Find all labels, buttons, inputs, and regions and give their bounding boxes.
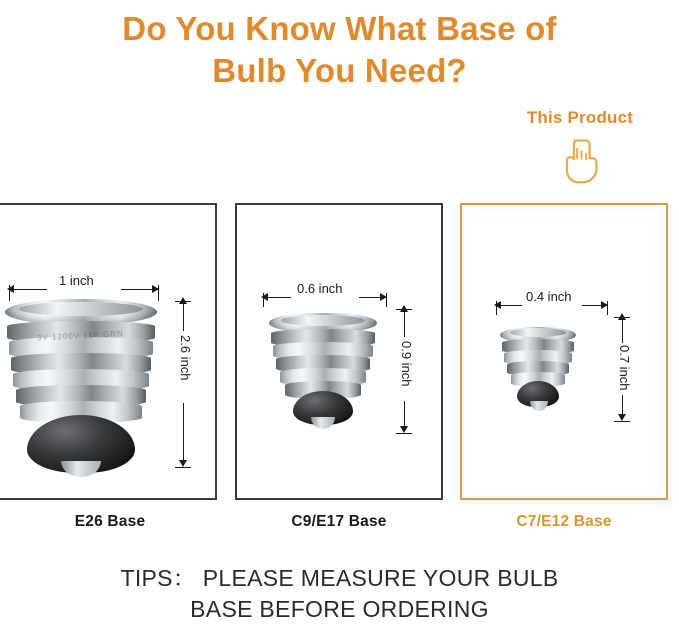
caption-c7-e12-base: C7/E12 Base: [516, 513, 612, 530]
base-comparison-panels: [0, 203, 679, 503]
dimension-label-height-e26: 2.6 inch: [178, 335, 193, 381]
socket-image-c9-e17: [263, 309, 383, 449]
page-title: [0, 0, 679, 92]
panel-c7-e12-base: [460, 203, 668, 500]
dimension-label-width-c7e12: 0.4 inch: [526, 289, 572, 304]
panel-e26-base: [0, 203, 217, 500]
page-title-line-2: Bulb You Need?: [212, 52, 467, 90]
tips-line-2: BASE BEFORE ORDERING: [190, 596, 489, 623]
this-product-callout: [495, 108, 665, 186]
caption-e26-base: E26 Base: [74, 513, 146, 530]
dimension-label-width-c9e17: 0.6 inch: [297, 281, 343, 296]
this-product-label: This Product: [526, 108, 634, 127]
dimension-label-height-c7e12: 0.7 inch: [617, 345, 632, 391]
page-title-line-1: Do You Know What Base of: [122, 10, 557, 47]
socket-image-c7-e12: [486, 323, 590, 445]
pointing-down-hand-icon: [495, 136, 665, 186]
tips-note: [0, 563, 679, 625]
socket-image-e26: 3V 1200V 11P GRN: [0, 285, 175, 480]
caption-c9-e17-base: C9/E17 Base: [291, 513, 387, 530]
dimension-label-width-e26: 1 inch: [59, 273, 94, 288]
panel-c9-e17-base: [235, 203, 443, 500]
dimension-label-height-c9e17: 0.9 inch: [399, 341, 414, 387]
tips-line-1: TIPS： PLEASE MEASURE YOUR BULB: [120, 565, 559, 591]
